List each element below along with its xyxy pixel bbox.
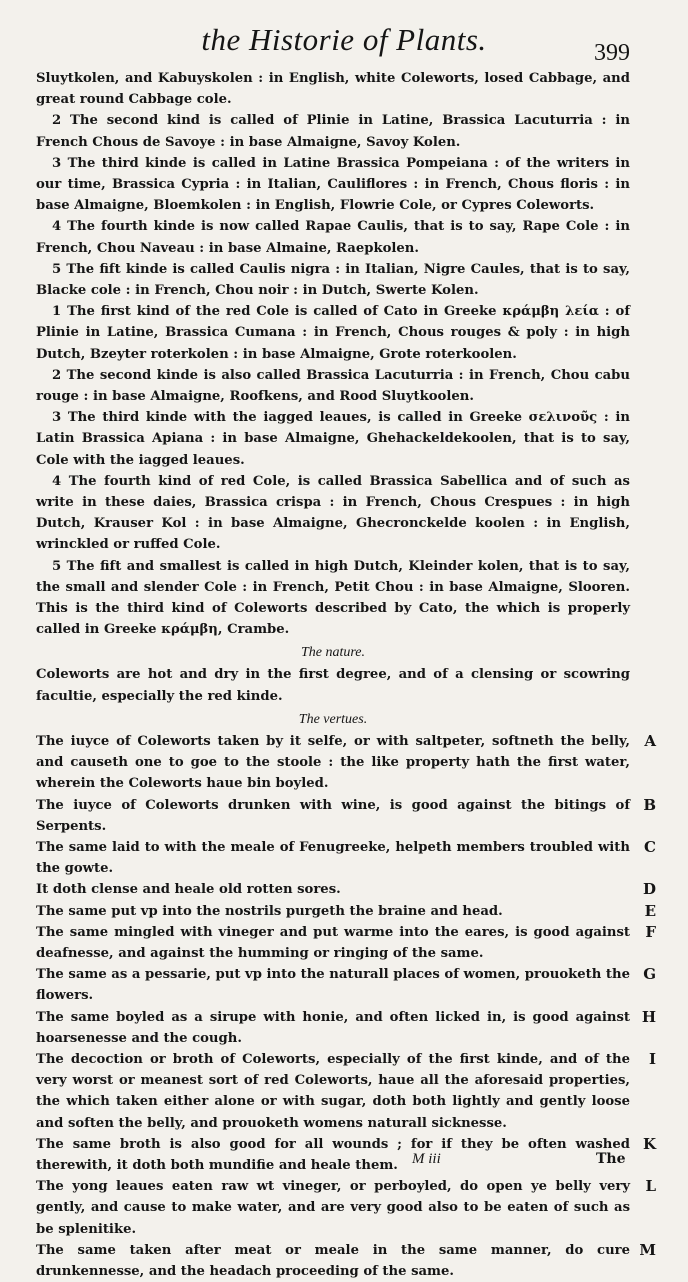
catchword: The [596, 1151, 626, 1167]
section-heading-nature: The nature. [300, 645, 366, 661]
vertue-text: The yong leaues eaten raw wt vineger, or perboyled, do open ye belly very gently, and cause to make water, and are very good also to be eaten of such as be splenitike. [36, 1179, 630, 1237]
vertue-paragraph [36, 837, 656, 879]
margin-letter: G [643, 965, 656, 984]
vertue-text: The same as a pessarie, put vp into the naturall places of women, prouoketh the flowers. [36, 967, 630, 1004]
paragraph: 1 The first kind of the red Cole is called of Cato in Greeke κράμβη λεία : of Plinie in Latine, Brassica Cumana : in French, Chous rouges & poly : in high Dutch, Bzeyter roterkolen : in base Almaigne, Grote roterkoolen. [36, 304, 630, 362]
vertue-paragraph [36, 1134, 656, 1176]
vertue-paragraph [36, 1049, 656, 1134]
vertue-text: The iuyce of Coleworts drunken with wine, is good against the bitings of Serpents. [36, 797, 630, 834]
running-head: the Historie of Plants. [201, 22, 487, 57]
vertue-paragraph [36, 1240, 656, 1282]
margin-letter: L [645, 1177, 656, 1196]
paragraph: 4 The fourth kind of red Cole, is called Brassica Sabellica and of such as write in these daies, Brassica crispa : in French, Chous Crespues : in high Dutch, Krauser Kol : in base Almaigne, Ghecronckelde koolen : in English, wrinckled or ruffed Cole. [36, 473, 630, 553]
margin-letter: D [642, 880, 656, 899]
vertue-text: The same mingled with vineger and put warme into the eares, is good against deafnesse, and against the humming or ringing of the same. [36, 924, 630, 961]
vertue-text: The same laid to with the meale of Fenugreeke, helpeth members troubled with the gowte. [36, 839, 630, 877]
vertue-paragraph [36, 922, 656, 964]
vertue-text: The same broth is also good for all wounds ; for if they be often washed therewith, it doth both mundifie and heale them. [36, 1136, 630, 1173]
vertue-text: The same boyled as a sirupe with honie, and often licked in, is good against hoarsenesse and the cough. [36, 1009, 630, 1046]
margin-letter: B [643, 795, 656, 814]
paragraph: 3 The third kinde is called in Latine Brassica Pompeiana : of the writers in our time, Brassica Cypria : in Italian, Cauliflores : in French, Chous floris : in base Almaigne, Bloemkolen : in English, Flowrie Cole, or Cypres Coleworts. [36, 155, 630, 214]
paragraph: 2 The second kinde is also called Brassica Lacuturria : in French, Chou cabu rouge : in base Almaigne, Roofkens, and Rood Sluytkoolen. [36, 367, 630, 405]
margin-letter: A [644, 731, 656, 750]
vertue-text: The same put vp into the nostrils purgeth the braine and head. [36, 903, 503, 919]
section-heading-vertues: The vertues. [298, 711, 368, 727]
margin-letter: M [639, 1240, 656, 1259]
page-number: 399 [594, 40, 630, 66]
margin-letter: K [642, 1134, 656, 1153]
vertue-paragraph [36, 1176, 656, 1240]
vertue-paragraph [36, 795, 656, 837]
margin-letter: E [644, 901, 656, 920]
paragraph: 5 The fift kinde is called Caulis nigra : in Italian, Nigre Caules, that is to say, Blacke cole : in French, Chou noir : in Dutch, Swerte Kolen. [36, 261, 630, 299]
vertue-text: The iuyce of Coleworts taken by it selfe, or with saltpeter, softneth the belly, and causeth one to goe to the stoole : the like property hath the first water, wherein the Coleworts haue bin boyled. [36, 733, 630, 792]
vertue-paragraph [36, 731, 656, 795]
paragraph: 4 The fourth kinde is now called Rapae Caulis, that is to say, Rape Cole : in French, Chou Naveau : in base Almaine, Raepkolen. [36, 219, 630, 256]
nature-paragraph: Coleworts are hot and dry in the first degree, and of a clensing or scowring facultie, especially the red kinde. [36, 667, 630, 704]
margin-letter: F [645, 922, 656, 941]
margin-letter: I [648, 1049, 656, 1068]
signature-mark: M iii [412, 1151, 441, 1167]
vertue-text: The decoction or broth of Coleworts, especially of the first kinde, and of the very worst or meanest sort of red Coleworts, haue all the aforesaid properties, the which taken either alone or with sugar, doth both lightly and gently loose and soften the belly, and prouoketh womens naturall sicknesse. [36, 1051, 630, 1131]
vertue-text: The same taken after meat or meale in the same manner, do cure drunkennesse, and the headach proceeding of the same. [36, 1242, 630, 1279]
main-text [36, 68, 656, 1282]
paragraph: 5 The fift and smallest is called in high Dutch, Kleinder kolen, that is to say, the small and slender Cole : in French, Petit Chou : in base Almaigne, Slooren. This is the third kind of Coleworts described by Cato, the which is properly called in Greeke κράμβη, Crambe. [36, 558, 630, 638]
vertue-text: It doth clense and heale old rotten sores. [36, 882, 341, 898]
paragraph: 2 The second kind is called of Plinie in Latine, Brassica Lacuturria : in French Chous de Savoye : in base Almaigne, Savoy Kolen. [36, 113, 630, 150]
vertue-paragraph [36, 879, 656, 900]
margin-letter: C [644, 837, 656, 856]
vertue-paragraph [36, 964, 656, 1006]
vertue-paragraph [36, 1007, 656, 1049]
paragraph: Sluytkolen, and Kabuyskolen : in English, white Coleworts, losed Cabbage, and great round Cabbage cole. [36, 71, 630, 108]
paragraph: 3 The third kinde with the iagged leaues, is called in Greeke σελινοῦς : in Latin Brassica Apiana : in base Almaigne, Ghehackeldekoolen, that is to say, Cole with the iagged leaues. [36, 410, 630, 468]
vertue-paragraph [36, 901, 656, 922]
margin-letter: H [641, 1007, 656, 1026]
